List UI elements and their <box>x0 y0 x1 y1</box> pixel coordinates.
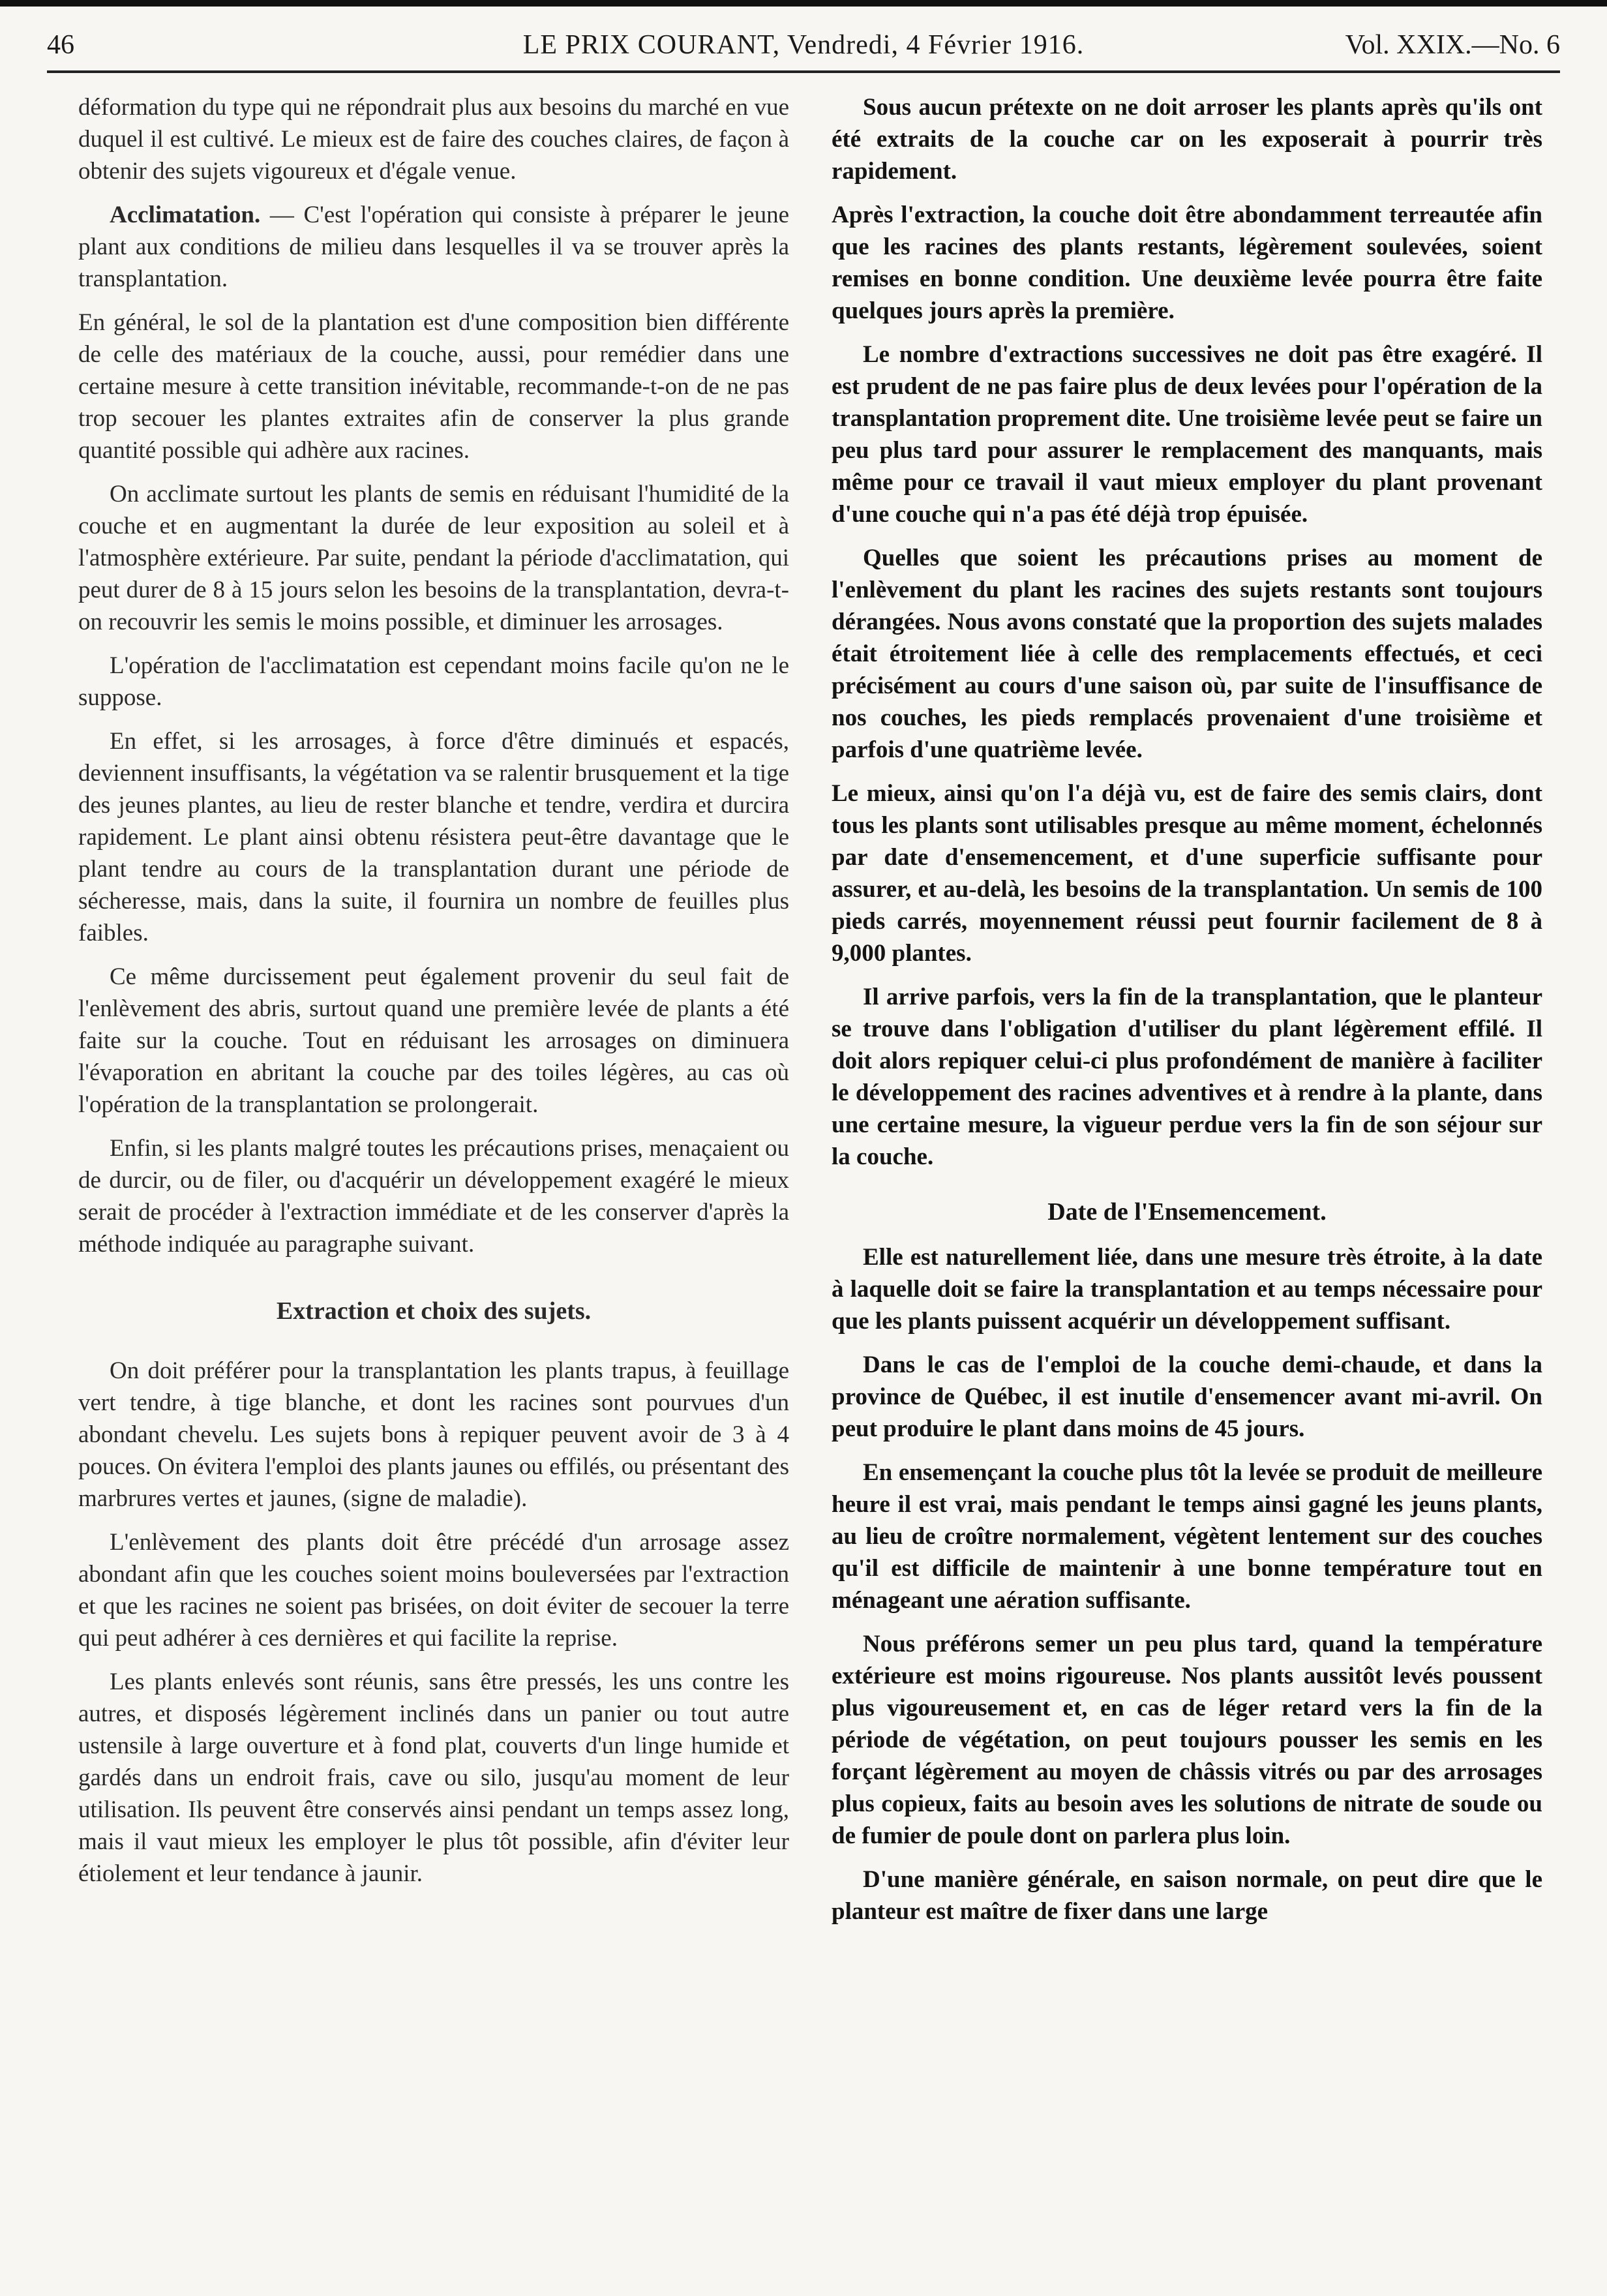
paragraph: On doit préférer pour la transplantation les plants trapus, à feuillage vert tendre, à tige blanche, et dont les racines sont pourvues d'un abondant chevelu. Les sujets bons à repiquer peuvent avoir de 3 à 4 pouces. On évitera l'emploi des plants jaunes ou effilés, ou présentant des marbrures vertes et jaunes, (signe de maladie). <box>78 1357 789 1512</box>
paragraph: Le mieux, ainsi qu'on l'a déjà vu, est de faire des semis clairs, dont tous les plants sont utilisables presque au même moment, échelonnés par date d'ensemencement, et d'une superficie suffisante pour assurer, et au-delà, les besoins de la transplantation. Un semis de 100 pieds carrés, moyennement réussi peut fournir facilement de 8 à 9,000 plantes. <box>832 780 1542 967</box>
paragraph: En effet, si les arrosages, à force d'être diminués et espacés, deviennent insuffisants, la végétation va se ralentir brusquement et la tige des jeunes plantes, au lieu de rester blanche et tendre, verdira et durcira rapidement. Le plant ainsi obtenu résistera peut-être davantage que le plant tendre au cours de la transplantation durant une période de sécheresse, mais, dans la suite, il fournira un nombre de feuilles plus faibles. <box>78 728 789 946</box>
paragraph: déformation du type qui ne répondrait plus aux besoins du marché en vue duquel il est cultivé. Le mieux est de faire des couches claires, de façon à obtenir des sujets vigoureux et d'égale venue. <box>78 94 789 185</box>
paragraph-acclimatation <box>78 199 789 295</box>
paragraph-text: — C'est l'opération qui consiste à préparer le jeune plant aux conditions de milieu dans lesquelles il va se trouver après la transplantation. <box>78 202 789 292</box>
paragraph: On acclimate surtout les plants de semis en réduisant l'humidité de la couche et en augmentant la durée de leur exposition au soleil et à l'atmosphère extérieure. Par suite, pendant la période d'acclimatation, qui peut durer de 8 à 15 jours selon les besoins de la transplantation, devra-t-on recouvrir les semis le moins possible, et diminuer les arrosages. <box>78 481 789 635</box>
paragraph: Enfin, si les plants malgré toutes les précautions prises, menaçaient ou de durcir, ou de filer, ou d'acquérir un développement exagéré le mieux serait de procéder à l'extraction immédiate et de les conserver d'après la méthode indiquée au paragraphe suivant. <box>78 1135 789 1258</box>
running-title: LE PRIX COURANT, Vendredi, 4 Février 1916. <box>522 30 1085 60</box>
paragraph: Il arrive parfois, vers la fin de la transplantation, que le planteur se trouve dans l'obligation d'utiliser du plant légèrement effilé. Il doit alors repiquer celui-ci plus profondément de manière à faciliter le développement des racines adventives et à rendre à la plante, dans une certaine mesure, la vigueur perdue vers la fin de son séjour sur la couche. <box>832 984 1542 1170</box>
paragraph: Après l'extraction, la couche doit être abondamment terreautée afin que les racines des plants restants, légèrement soulevées, soient remises en bonne condition. Une deuxième levée pourra être faite quelques jours après la première. <box>832 202 1542 324</box>
right-column <box>832 91 1542 1939</box>
paragraph: En général, le sol de la plantation est d'une composition bien différente de celle des matériaux de la couche, aussi, pour remédier dans une certaine mesure à cette transition inévitable, recommande-t-on de ne pas trop secouer les plantes extraites afin de conserver la plus grande quantité possible qui adhère aux racines. <box>78 309 789 464</box>
paragraph: Le nombre d'extractions successives ne doit pas être exagéré. Il est prudent de ne pas faire plus de deux levées pour l'opération de la transplantation proprement dite. Une troisième levée peut se faire un peu plus tard pour assurer le remplacement des manquants, mais même pour ce travail il vaut mieux employer du plant provenant d'une couche qui n'a pas été déjà trop épuisée. <box>832 341 1542 528</box>
header-rule <box>47 70 1560 73</box>
paragraph: Dans le cas de l'emploi de la couche demi-chaude, et dans la province de Québec, il est inutile d'ensemencer avant mi-avril. On peut produire le plant dans moins de 45 jours. <box>832 1352 1542 1442</box>
paragraph: En ensemençant la couche plus tôt la levée se produit de meilleure heure il est vrai, mais pendant le temps ainsi gagné les jeuns plants, au lieu de croître normalement, végètent lentement sur des couches qu'il est difficile de maintenir à une bonne température tout en ménageant une aération suffisante. <box>832 1459 1542 1614</box>
paragraph: Les plants enlevés sont réunis, sans être pressés, les uns contre les autres, et disposés légèrement inclinés dans un panier ou tout autre ustensile à large ouverture et à fond plat, couverts d'un linge humide et gardés dans un endroit frais, cave ou silo, jusqu'au moment de leur utilisation. Ils peuvent être conservés ainsi pendant un temps assez long, mais il vaut mieux les employer le plus tôt possible, afin d'éviter leur étiolement et leur tendance à jaunir. <box>78 1669 789 1887</box>
page-number: 46 <box>47 30 74 60</box>
paragraph: Nous préférons semer un peu plus tard, quand la température extérieure est moins rigoureuse. Nos plants aussitôt levés poussent plus vigoureusement et, en cas de léger retard vers la fin de la période de végétation, on peut toujours pousser les semis en les forçant légèrement au moyen de châssis vitrés ou par des arrosages plus copieux, faits au besoin aves les solutions de nitrate de soude ou de fumier de poule dont on parlera plus loin. <box>832 1631 1542 1849</box>
paragraph: Elle est naturellement liée, dans une mesure très étroite, à la date à laquelle doit se faire la transplantation et au temps nécessaire pour que les plants puissent acquérir un développement suffisant. <box>832 1244 1542 1335</box>
paragraph: Sous aucun prétexte on ne doit arroser les plants après qu'ils ont été extraits de la couche car on les exposerait à pourrir très rapidement. <box>832 94 1542 185</box>
runin-heading: Acclimatation. <box>110 202 261 228</box>
paragraph: Quelles que soient les précautions prises au moment de l'enlèvement du plant les racines des sujets restants sont toujours dérangées. Nous avons constaté que la proportion des sujets malades était étroitement liée à celle des remplacements effectués, et ceci précisément au cours d'une saison où, par suite de l'insuffisance de nos couches, les pieds remplacés provenaient d'une troisième et parfois d'une quatrième levée. <box>832 545 1542 763</box>
volume-number: Vol. XXIX.—No. 6 <box>1345 30 1560 60</box>
paragraph: L'enlèvement des plants doit être précédé d'un arrosage assez abondant afin que les couches soient moins bouleversées par l'extraction et que les racines ne soient pas brisées, on doit éviter de secouer la terre qui peut adhérer à ces dernières et qui facilite la reprise. <box>78 1529 789 1652</box>
paragraph: D'une manière générale, en saison normale, on peut dire que le planteur est maître de fixer dans une large <box>832 1866 1542 1925</box>
top-border <box>0 0 1607 7</box>
page-header <box>47 22 1560 68</box>
paragraph: L'opération de l'acclimatation est cependant moins facile qu'on ne le suppose. <box>78 652 789 711</box>
section-heading: Date de l'Ensemencement. <box>1047 1198 1327 1226</box>
paragraph: Ce même durcissement peut également provenir du seul fait de l'enlèvement des abris, surtout quand une première levée de plants a été faite sur la couche. Tout en réduisant les arrosages on diminuera l'évaporation en abritant la couche par des toiles légères, au cas où l'opération de la transplantation se prolongerait. <box>78 963 789 1118</box>
left-column <box>78 91 789 1901</box>
section-heading: Extraction et choix des sujets. <box>276 1297 592 1325</box>
